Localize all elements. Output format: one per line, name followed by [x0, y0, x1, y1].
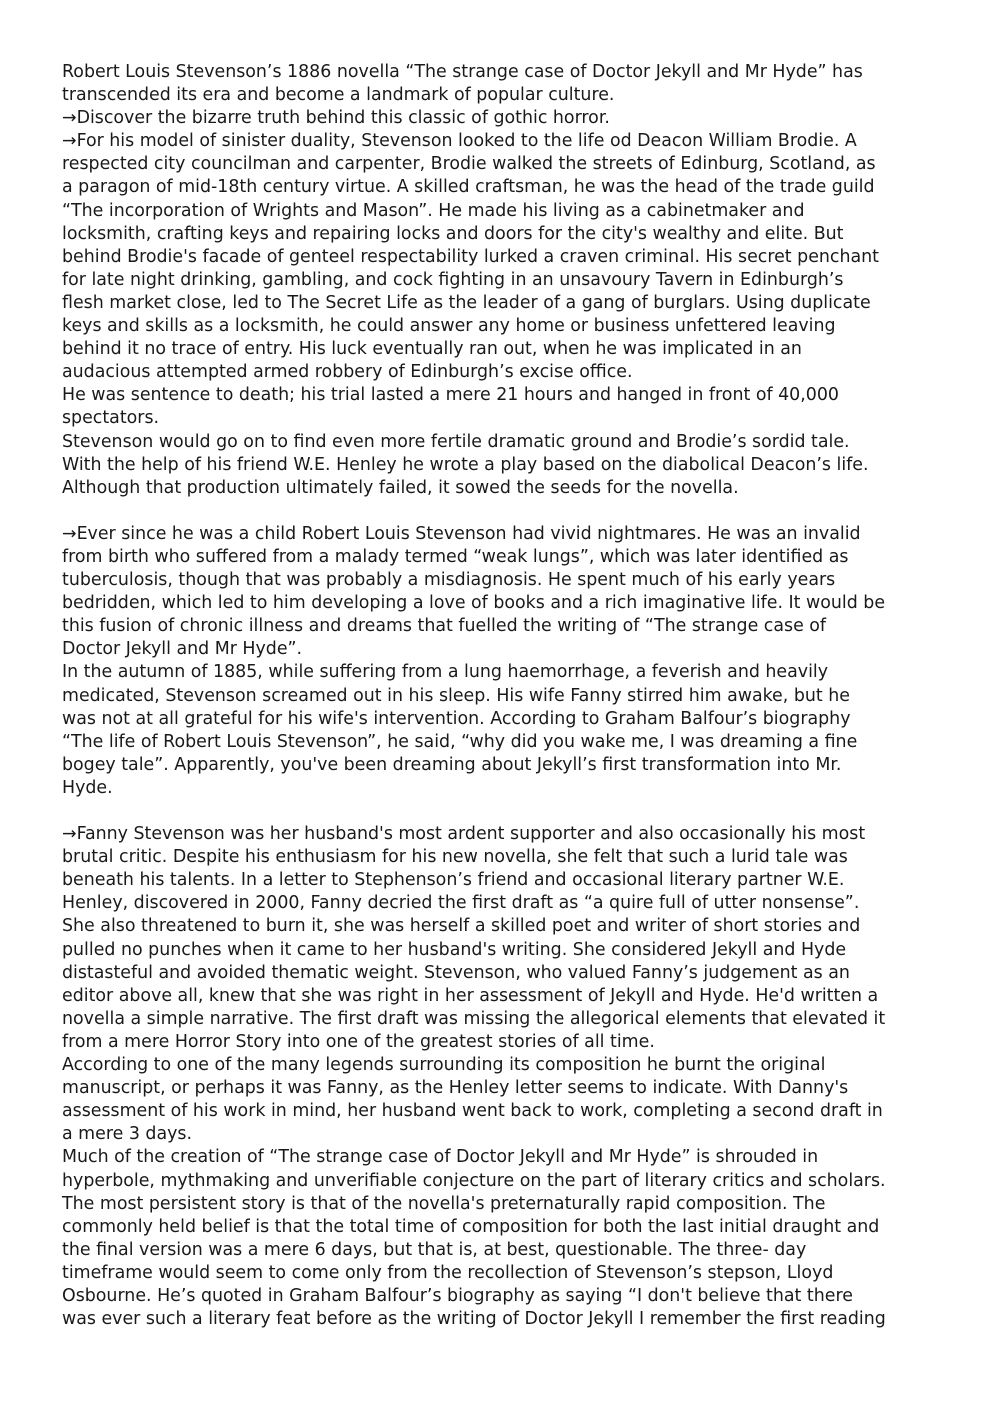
text-line: transcended its era and become a landmark of popular culture. — [62, 85, 615, 106]
text-line: for late night drinking, gambling, and cock fighting in an unsavoury Tavern in Edinburgh’s — [62, 269, 844, 290]
text-line: hyperbole, mythmaking and unverifiable conjecture on the part of literary critics and scholars. — [62, 1170, 886, 1191]
text-line: medicated, Stevenson screamed out in his sleep. His wife Fanny stirred him awake, but he — [62, 685, 850, 706]
text-line: behind Brodie's facade of genteel respectability lurked a craven criminal. His secret penchant — [62, 246, 879, 267]
text-line: Much of the creation of “The strange case of Doctor Jekyll and Mr Hyde” is shrouded in — [62, 1147, 819, 1168]
text-line: Stevenson would go on to find even more fertile dramatic ground and Brodie’s sordid tale. — [62, 431, 850, 452]
text-line: Osbourne. He’s quoted in Graham Balfour’s biography as saying “I don't believe that there — [62, 1285, 853, 1306]
text-line: bogey tale”. Apparently, you've been dreaming about Jekyll’s first transformation into Mr. — [62, 754, 842, 775]
text-line: Hyde. — [62, 777, 113, 798]
text-line: →Fanny Stevenson was her husband's most ardent supporter and also occasionally his most — [62, 824, 866, 845]
text-line: →Ever since he was a child Robert Louis Stevenson had vivid nightmares. He was an invalid — [62, 523, 861, 544]
text-line: locksmith, crafting keys and repairing locks and doors for the city's wealthy and elite. But — [62, 223, 844, 244]
text-line: timeframe would seem to come only from the recollection of Stevenson’s stepson, Lloyd — [62, 1262, 834, 1283]
text-line: a mere 3 days. — [62, 1124, 192, 1145]
text-line: commonly held belief is that the total time of composition for both the last initial draught and — [62, 1216, 880, 1237]
text-line: According to one of the many legends surrounding its composition he burnt the original — [62, 1055, 826, 1076]
text-line: manuscript, or perhaps it was Fanny, as the Henley letter seems to indicate. With Danny's — [62, 1078, 849, 1099]
text-line: the final version was a mere 6 days, but that is, at best, questionable. The three- day — [62, 1239, 807, 1260]
text-line: Although that production ultimately failed, it sowed the seeds for the novella. — [62, 477, 739, 498]
text-line: The most persistent story is that of the novella's preternaturally rapid composition. The — [62, 1193, 826, 1214]
text-line: was ever such a literary feat before as the writing of Doctor Jekyll I remember the first reading — [62, 1309, 886, 1330]
text-line: “The life of Robert Louis Stevenson”, he said, “why did you wake me, I was dreaming a fine — [62, 731, 858, 752]
text-line: bedridden, which led to him developing a love of books and a rich imaginative life. It would be — [62, 593, 886, 614]
document-body — [62, 61, 940, 1331]
text-line: was not at all grateful for his wife's intervention. According to Graham Balfour’s biography — [62, 708, 851, 729]
text-line: from a mere Horror Story into one of the greatest stories of all time. — [62, 1031, 655, 1052]
text-line: this fusion of chronic illness and dreams that fuelled the writing of “The strange case of — [62, 616, 827, 637]
text-line: flesh market close, led to The Secret Life as the leader of a gang of burglars. Using duplicate — [62, 292, 871, 313]
text-line: editor above all, knew that she was right in her assessment of Jekyll and Hyde. He'd written a — [62, 985, 879, 1006]
text-line: She also threatened to burn it, she was herself a skilled poet and writer of short stories and — [62, 916, 861, 937]
text-line: Robert Louis Stevenson’s 1886 novella “The strange case of Doctor Jekyll and Mr Hyde” has — [62, 62, 863, 82]
text-line: beneath his talents. In a letter to Stephenson’s friend and occasional literary partner W.E. — [62, 870, 845, 891]
text-line: respected city councilman and carpenter, Brodie walked the streets of Edinburg, Scotland, as — [62, 154, 876, 175]
text-line: keys and skills as a locksmith, he could answer any home or business unfettered leaving — [62, 316, 836, 337]
text-line: →For his model of sinister duality, Stevenson looked to the life od Deacon William Brodie. A — [62, 131, 857, 152]
text-line: pulled no punches when it came to her husband's writing. She considered Jekyll and Hyde — [62, 939, 847, 960]
text-line: In the autumn of 1885, while suffering from a lung haemorrhage, a feverish and heavily — [62, 662, 829, 683]
text-line: brutal critic. Despite his enthusiasm for his new novella, she felt that such a lurid tale was — [62, 847, 848, 868]
text-line: With the help of his friend W.E. Henley he wrote a play based on the diabolical Deacon’s life. — [62, 454, 869, 475]
text-line: novella a simple narrative. The first draft was missing the allegorical elements that elevated it — [62, 1008, 886, 1029]
text-line: audacious attempted armed robbery of Edinburgh’s excise office. — [62, 362, 633, 383]
text-line: Doctor Jekyll and Mr Hyde”. — [62, 639, 303, 660]
paragraph-gap — [62, 800, 940, 823]
text-line: a paragon of mid-18th century virtue. A skilled craftsman, he was the head of the trade guild — [62, 177, 875, 198]
text-line: He was sentence to death; his trial lasted a mere 21 hours and hanged in front of 40,000 — [62, 385, 839, 406]
text-line: behind it no trace of entry. His luck eventually ran out, when he was implicated in an — [62, 339, 802, 360]
text-line: tuberculosis, though that was probably a misdiagnosis. He spent much of his early years — [62, 570, 836, 591]
text-line: assessment of his work in mind, her husband went back to work, completing a second draft in — [62, 1101, 883, 1122]
text-line: “The incorporation of Wrights and Mason”. He made his living as a cabinetmaker and — [62, 200, 805, 221]
text-line: →Discover the bizarre truth behind this classic of gothic horror. — [62, 108, 610, 129]
text-line: spectators. — [62, 408, 160, 429]
text-line: distasteful and avoided thematic weight. Stevenson, who valued Fanny’s judgement as an — [62, 962, 850, 983]
text-line: from birth who suffered from a malady termed “weak lungs”, which was later identified as — [62, 546, 849, 567]
paragraph-gap — [62, 500, 940, 523]
text-line: Henley, discovered in 2000, Fanny decried the first draft as “a quire full of utter nonsense”. — [62, 893, 860, 914]
